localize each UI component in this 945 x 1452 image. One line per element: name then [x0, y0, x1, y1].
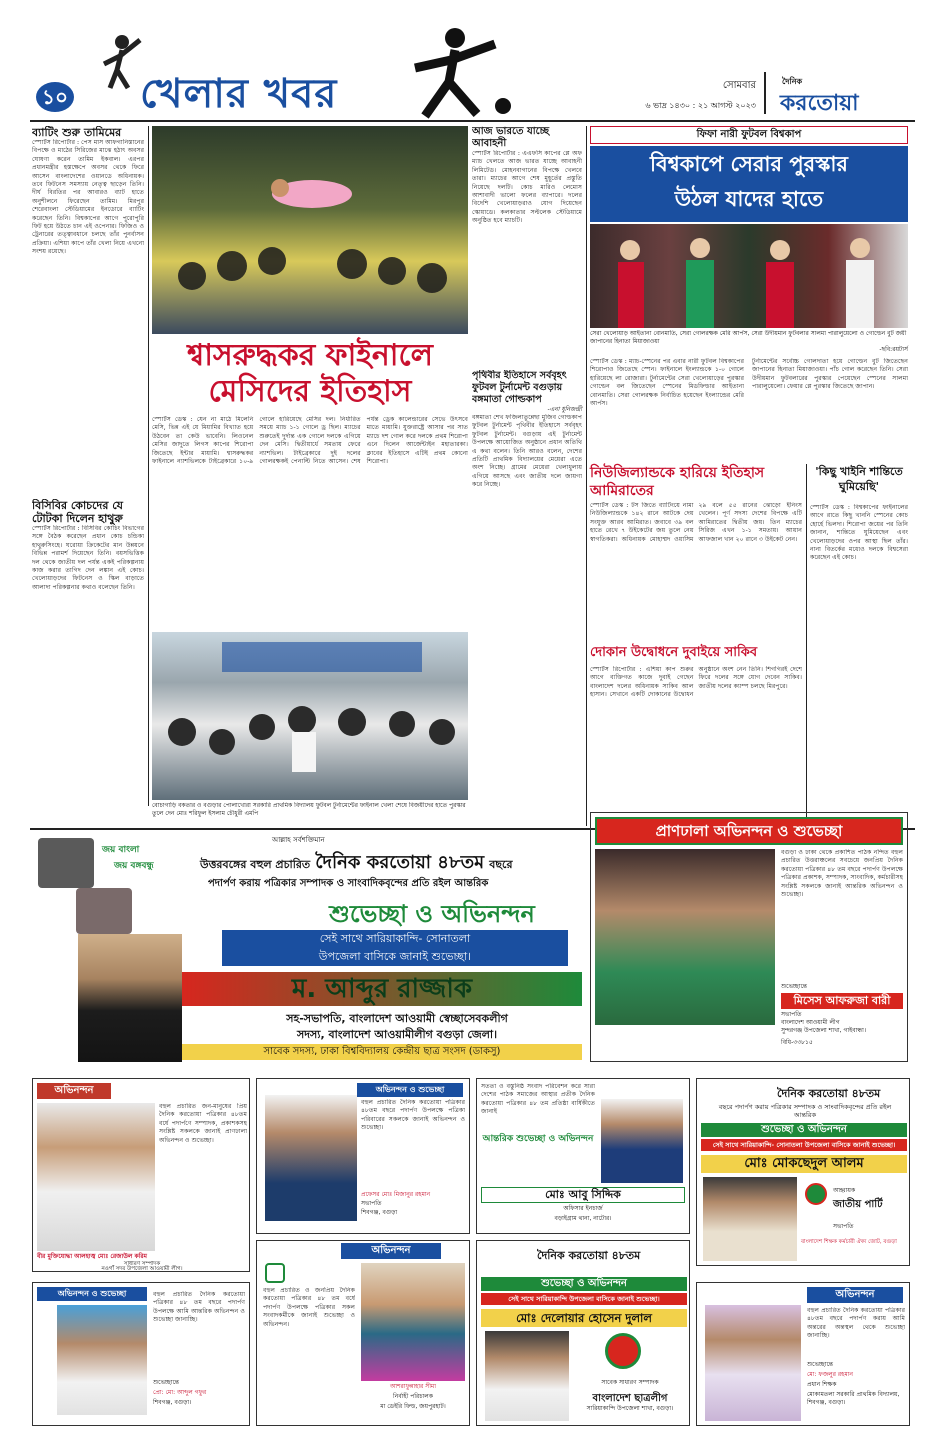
- hathuru-headline: বিসিবির কোচদের যে টোটকা দিলেন হাথুরু: [32, 499, 123, 525]
- masthead: [0, 0, 945, 120]
- ad-abu-siddik-org: বড়াইগ্রাম থানা, নাটোর।: [554, 1215, 612, 1222]
- ad-dulal-org2: সারিয়াকান্দি উপজেলা শাখা, বগুড়া।: [586, 1405, 674, 1412]
- tamim-body: স্পোর্টস রিপোর্টার : পেস মাস আফগানিস্তানের বিপক্ষে ও মাঠের সিরিজের মাঝে হঠাৎ অবসর ঘোষণা করেন তামিম ইকবাল। এরপর প্রধানমন্ত্রীর হস্তক্ষেপে অবসর থেকে ফিরে আসেন বাংলাদেশের ওয়ানডে অধিনায়ক। তবে ফিটনেস সমস্যায় নেতৃত্ব ছাড়েন তিনি। দীর্ঘ বিরতির পর আবারও ব্যাট হাতে অনুশীলনে ফিরেছেন তামিম। মিরপুর শেরেবাংলা স্টেডিয়ামের ইনডোরে ব্যাটিং করেছেন তিনি। বিশ্বকাপের আগে পুরোপুরি ফিট হয়ে উঠতে চান এই ওপেনার। ফিজিও ও ট্রেনারের তত্ত্বাবধানে চলছে তাঁর পুনর্বাসন প্রক্রিয়া। এশিয়া কাপে তাঁর খেলা নিয়ে এখনো সংশয় রয়েছে।: [32, 139, 144, 256]
- ad-abu-siddik-photo: [601, 1099, 683, 1183]
- ad-moksedul-party: জাতীয় পার্টি: [833, 1199, 883, 1210]
- plough-logo-icon: [805, 1183, 827, 1205]
- mid-column: [472, 126, 582, 826]
- ad-moksedul: [696, 1078, 910, 1266]
- nz-headline: নিউজিল্যান্ডকে হারিয়ে ইতিহাস আমিরাতের: [590, 465, 765, 499]
- afroza-header: প্রাণঢালা অভিনন্দন ও শুভেচ্ছা: [595, 817, 903, 845]
- photo-credit: -ছবি:রয়টার্স: [879, 346, 908, 353]
- mp-ad-paper: দৈনিক করতোয়া ৪৮তম: [315, 852, 485, 873]
- issue-day: সোমবার: [722, 80, 756, 91]
- ad-gafur-sign: শুভেচ্ছান্তে: [153, 1379, 180, 1386]
- messi-headline-line1: শ্বাসরুদ্ধকর ফাইনালে: [187, 338, 433, 373]
- mp-name-band: [182, 972, 582, 1006]
- goldcup-headline: পৃথিবীর ইতিহাসে সর্ববৃহৎ ফুটবল টুর্নামেন্ট বগুড়ায় বঙ্গমাতা গোল্ডকাপ: [472, 370, 567, 405]
- bangabandhu-portrait: [38, 838, 94, 888]
- ad-rezaul-photo: [37, 1103, 155, 1251]
- ad-mizanur-photo: [265, 1095, 357, 1221]
- afroza-sign: শুভেচ্ছান্তে: [781, 983, 808, 990]
- ad-rezaul-header: অভিনন্দন: [37, 1083, 111, 1099]
- abahani-headline: আজ ভারতে যাচ্ছে আবাহনী: [472, 126, 550, 149]
- ad-gafur-body: বহুল প্রচারিত দৈনিক করতোয়া পত্রিকার ৪৮ তম বছরে পদার্পণ উপলক্ষে আমি আন্তরিক অভিনন্দন ও শুভেচ্ছা জানাচ্ছি।: [153, 1291, 245, 1324]
- ad-dulal-org1: বাংলাদেশ ছাত্রলীগ: [592, 1393, 668, 1404]
- left-column: [32, 126, 144, 806]
- mp-title-2: সদস্য, বাংলাদেশ আওয়ামীলীগ বগুড়া জেলা।: [296, 1028, 498, 1041]
- ad-sima-name: আশরাফুন্নাহার সীমা: [390, 1383, 436, 1390]
- ad-rezaul-org: নওগাঁ সদর উপজেলা আওয়ামী লীগ।: [101, 1266, 183, 1272]
- award-winners-photo: [590, 224, 908, 328]
- mp-ad-text-post: বছরে: [489, 858, 513, 871]
- ad-sima-org: মা ডেইরি ফিল্ড, জয়পুরহাট।: [380, 1403, 446, 1410]
- afroza-body: বগুড়া ও ঢাকা থেকে প্রকাশিত পাঠক নন্দিত বহুল প্রচারিত উত্তরাঞ্চলের সবচেয়ে জনপ্রিয় দৈনিক করতোয়া পত্রিকার ৪৮ তম বছরে পদার্পণ উপলক্ষে পত্রিকার প্রকাশক, সম্পাদক, সাংবাদিক, কর্মচারীসহ সংশ্লিষ্ট সকলকে জানাই আন্তরিক অভিনন্দন ও শুভেচ্ছা।: [781, 849, 903, 899]
- ad-fazlur-org: মোকামতলা সরকারি প্রাথমিক বিদ্যালয়, শিবগঞ্জ, বগুড়া।: [807, 1391, 900, 1406]
- mp-greeting: শুভেচ্ছা ও অভিনন্দন: [329, 900, 535, 928]
- ad-abu-siddik-name: মোঃ আবু সিদ্দিক: [481, 1187, 685, 1203]
- mp-ad-line2: পদার্পণ করায় পত্রিকার সম্পাদক ও সাংবাদিকবৃন্দের প্রতি রইল আন্তরিক: [208, 878, 489, 889]
- afroza-org2: সুন্দরগঞ্জ উপজেলা শাখা, গাইবান্ধা।: [781, 1027, 866, 1034]
- ad-gafur-name: প্রো: মো: আব্দুল গফুর: [153, 1389, 207, 1396]
- footballer-silhouette-icon: [385, 20, 525, 120]
- ad-gafur-header: অভিনন্দন ও শুভেচ্ছা: [37, 1287, 147, 1301]
- sakib-body: স্পোর্টস রিপোর্টার : এশিয়া কাপ শুরুর আগে ব্যক্তিগত কাজে দুবাই গেছেন বাংলাদেশ দলের অধিনায়ক সাকিব আল হাসান। সেখানে একটি দোকানের উদ্বোধন অনুষ্ঠানে অংশ নেন তিনি। শিগগিরই দেশে ফিরে দলের সঙ্গে যোগ দেবেন সাকিব। জাতীয় দলের ক্যাম্প চলছে মিরপুরে।: [590, 666, 802, 699]
- pm-portrait: [76, 888, 132, 934]
- abahani-body: স্পোর্টস রিপোর্টার : এএফসি কাপের প্লে অফ ম্যাচ খেলতে আজ ভারত যাচ্ছে আবাহনী লিমিটেড। মোহনবাগানের বিপক্ষে খেলবে তারা। ম্যাচের আগে শেষ মুহূর্তের প্রস্তুতি নিয়েছে দলটি। কোচ মারিও লেমোস আশাবাদী ভালো ফলের ব্যাপারে। দলের বিদেশি খেলোয়াড়রাও যোগ দিয়েছেন স্কোয়াডে। কলকাতার সল্টলেক স্টেডিয়ামে অনুষ্ঠিত হবে ম্যাচটি।: [472, 150, 582, 225]
- ad-moksedul-top: দৈনিক করতোয়া ৪৮তম: [777, 1087, 881, 1100]
- ad-dulal-greeting: শুভেচ্ছা ও অভিনন্দন: [481, 1277, 687, 1291]
- ad-abu-siddik-greeting: আন্তরিক শুভেচ্ছা ও অভিনন্দন: [482, 1134, 594, 1144]
- ad-moksedul-name: মোঃ মোকছেদুল আলম: [701, 1155, 907, 1173]
- tournament-prize-photo: [152, 632, 468, 800]
- ad-sima-photo: [361, 1263, 465, 1381]
- masthead-rule: [30, 120, 915, 122]
- ad-moksedul-line: বছরে পদার্পণ করায় পত্রিকার সম্পাদক ও সাংবাদিকবৃন্দের প্রতি রইল আন্তরিক: [718, 1103, 892, 1119]
- ad-rezaul-body: বহুল প্রচারিত জন-মানুষের প্রিয় দৈনিক করতোয়া পত্রিকার ৪৮তম বর্ষে পদার্পণে সম্পাদক, প্রকাশকসহ সংশ্লিষ্ট সকলকে জানাই প্রাণঢালা অভিনন্দন ও শুভেচ্ছা।: [159, 1103, 247, 1144]
- mp-title-3: সাবেক সদস্য, ঢাকা বিশ্ববিদ্যালয় কেন্দ্রীয় ছাত্র সংসদ (ডাকসু): [182, 1044, 582, 1060]
- column-rule-mid: [586, 126, 587, 826]
- mp-title-1: সহ-সভাপতি, বাংলাদেশ আওয়ামী স্বেচ্ছাসেবকলীগ: [286, 1012, 508, 1025]
- ad-abu-siddik: [476, 1078, 690, 1234]
- afroza-name: মিসেস আফরুজা বারী: [781, 993, 903, 1009]
- ad-dulal-name: মোঃ দেলোয়ার হোসেন দুলাল: [481, 1309, 687, 1327]
- afroza-photo: [595, 849, 775, 1025]
- ad-sima-header: অভিনন্দন: [341, 1243, 441, 1259]
- ad-fazlur-name: মো: ফজলুর রহমান: [807, 1371, 853, 1378]
- kichu-body: স্পোর্টস ডেস্ক : বিশ্বকাপের ফাইনালের আগে রাতে কিছু খাননি স্পেনের কোচ হোর্হে ভিলদা। শিরোপা জয়ের পর তিনি জানান, শান্তিতে ঘুমিয়েছেন এবং খেলোয়াড়দের ওপর আস্থা ছিল তাঁর। নানা বিতর্কের মধ্যেও দলকে বিশ্বসেরা করেছেন এই কোচ।: [810, 504, 908, 562]
- masthead-divider: [764, 72, 766, 114]
- chhatraleague-logo-icon: [605, 1333, 641, 1369]
- messi-headline-line2: মেসিদের ইতিহাস: [208, 374, 412, 409]
- ad-fazlur-role: প্রধান শিক্ষক: [807, 1381, 837, 1388]
- award-winners-caption: সেরা খেলোয়াড় আইতানা বোনমাতি, সেরা গোলরক্ষক মেরি আর্পস, সেরা উদীয়মান ফুটবলার সালমা পারালুয়েলো ও গোল্ডেন বুট জয়ী জাপানের হিনাতা মিয়াজাওয়া: [590, 330, 907, 345]
- ad-abu-siddik-role: অফিসার ইনচার্জ: [563, 1205, 603, 1212]
- ad-mizanur-body: বহুল প্রচারিত দৈনিক করতোয়া পত্রিকার ৪৮তম বছরে পদার্পণ উপলক্ষে পত্রিকা পরিবারের সকলকে জানাই অভিনন্দন ও শুভেচ্ছা।: [361, 1099, 465, 1132]
- worldcup-body-left: স্পোর্টস ডেস্ক : ম্যাচ-স্পেনের পর এবার নারী ফুটবল বিশ্বকাপের শিরোপাও জিতেছে স্পেন। ফাইনালে ইংল্যান্ডকে ১-০ গোলে হারিয়েছে লা রোজারা। টুর্নামেন্টের সেরা খেলোয়াড়ের পুরস্কার গোল্ডেন বল জিতেছেন স্পেনের মিডফিল্ডার আইতানা বোনমাতি। সেরা গোলরক্ষক নির্বাচিত হয়েছেন ইংল্যান্ডের মেরি আর্পস।: [590, 358, 744, 408]
- paper-name: করতোয়া: [780, 91, 859, 116]
- ad-sima-logo-icon: [265, 1263, 285, 1283]
- worldcup-body-right: টুর্নামেন্টের সর্বোচ্চ গোলদাতা হয়ে গোল্ডেন বুট জিতেছেন জাপানের হিনাতা মিয়াজাওয়া। পাঁচ গোল করেছেন তিনি। সেরা উদীয়মান ফুটবলারের পুরস্কার পেয়েছেন স্পেনের সালমা পারালুয়েলো। ফেয়ার প্লে পুরস্কার জিতেছে জাপান।: [752, 358, 908, 391]
- messi-story-body: স্পোর্টস ডেস্ক : যেন না মাঠে মিলেনি মেসি, ভিন্ন এই যে মিয়ামির বিখ্যাত হয়ে উঠবেন তা কেউ ভাবেনি। লিওনেল মেসির জাদুতে লিগস কাপের শিরোপা জিতেছে ইন্টার মায়ামি। শ্বাসরুদ্ধকর ফাইনালে ন্যাশভিলকে টাইব্রেকারে ১০-৯ গোলে হারিয়েছে মেসির দল। নির্ধারিত সময়ে ম্যাচ ১-১ গোলে ড্র ছিল। ম্যাচের শুরুতেই দুর্দান্ত এক গোলে দলকে এগিয়ে দেন মেসি। দ্বিতীয়ার্ধে সমতায় ফেরে ন্যাশভিল। টাইব্রেকারে দুই দলের গোলরক্ষকই পেনাল্টি নিতে আসেন। শেষ পর্যন্ত ড্রেক কালেন্ডারের সেভে উৎসবে মাতে মায়ামি। যুক্তরাষ্ট্রে আসার পর সাত ম্যাচে দশ গোল করে দলকে প্রথম শিরোপা এনে দিলেন আর্জেন্টাইন মহাতারকা। ক্লাবের ইতিহাসে এটিই প্রথম কোনো শিরোপা।: [152, 416, 468, 466]
- messi-celebration-photo: [152, 126, 468, 334]
- mp-ad: [32, 834, 584, 1062]
- ad-mizanur-name: প্রফেসর মোঃ মিজানুর রহমান: [361, 1191, 431, 1198]
- issue-date: ৬ ভাদ্র ১৪৩০ : ২১ আগস্ট ২০২৩: [645, 101, 756, 110]
- ad-moksedul-photo: [703, 1177, 797, 1261]
- kichu-headline: 'কিছু খাইনি শান্তিতে ঘুমিয়েছি': [815, 465, 903, 493]
- ad-rezaul-role: সাধারণ সম্পাদক: [123, 1261, 161, 1267]
- ad-mizanur-role: সভাপতি: [361, 1200, 382, 1207]
- ad-mizanur-header: অভিনন্দন ও শুভেচ্ছা: [357, 1083, 463, 1097]
- goldcup-byline: -এনা ধুনিজন্দ্রী: [547, 406, 582, 413]
- ad-fazlur-photo: [705, 1305, 801, 1421]
- ad-moksedul-org: বাংলাদেশ শিক্ষক কর্মচারী ঐক্য জোট, বগুড়া: [801, 1239, 897, 1245]
- ad-moksedul-greeting: শুভেচ্ছা ও অভিনন্দন: [701, 1123, 907, 1137]
- tamim-headline: ব্যাটিং শুরু তামিমের: [32, 126, 122, 139]
- mp-name: ম. আব্দুর রাজ্জাক: [291, 974, 473, 1004]
- ad-sima-role: নির্বাহী পরিচালক: [393, 1393, 433, 1400]
- ad-fazlur-header: অভিনন্দন: [807, 1287, 903, 1303]
- mp-slogan-2: জয় বঙ্গবন্ধু: [114, 861, 154, 871]
- mp-ad-line1: [200, 848, 580, 879]
- ad-rezaul-name: বীর মুক্তিযোদ্ধা আলহাজ্ব মোঃ রেজাউল করিম: [37, 1253, 148, 1260]
- afroza-role: সভাপতি: [781, 1011, 802, 1018]
- sakib-headline: দোকান উদ্বোধনে দুবাইয়ে সাকিব: [590, 645, 758, 660]
- ad-fazlur-body: বহুল প্রচারিত দৈনিক করতোয়া পত্রিকার ৪৮তম বছরে পদার্পণ করায় আমি অন্তরের অন্তস্থল থেকে শুভেচ্ছা জানাচ্ছি।: [807, 1307, 905, 1340]
- ad-sima-body: বহুল প্রচারিত ও জনপ্রিয় দৈনিক করতোয়া পত্রিকার ৪৮ তম বর্ষে পদার্পণ উপলক্ষে পত্রিকার সকল সংবাদকর্মীকে জানাই শুভেচ্ছা ও অভিনন্দন।: [263, 1287, 355, 1328]
- page-number-badge: ১০: [36, 82, 74, 112]
- worldcup-kicker: ফিফা নারী ফুটবল বিশ্বকাপ: [590, 126, 908, 144]
- ad-fazlur-sign: শুভেচ্ছান্তে: [807, 1361, 834, 1368]
- ad-dulal: [476, 1240, 690, 1426]
- afroza-code: বিধি-৩৩৮১৫: [781, 1039, 813, 1046]
- ad-dulal-photo: [485, 1331, 569, 1421]
- section-title: খেলার খবর: [140, 71, 338, 117]
- ad-moksedul-role2: সভাপতি: [833, 1223, 854, 1230]
- ad-fazlur: [696, 1282, 910, 1426]
- ad-rezaul: [32, 1078, 250, 1272]
- ad-dulal-sub: সেই সাথে সারিয়াকান্দি উপজেলা বাসিকে জানাই শুভেচ্ছা।: [481, 1293, 687, 1305]
- ad-gafur-org: শিবগঞ্জ, বগুড়া।: [153, 1399, 192, 1406]
- column-rule-left: [148, 126, 149, 806]
- mp-photo: [78, 934, 182, 1062]
- column-rule-right: [806, 464, 807, 824]
- mp-ad-line4: উপজেলা বাসিকে জানাই শুভেচ্ছা।: [222, 948, 568, 966]
- afroza-ad: [590, 812, 908, 1062]
- ad-mizanur-org: শিবগঞ্জ, বগুড়া: [361, 1209, 398, 1216]
- ad-abu-siddik-header: সততা ও বস্তুনিষ্ঠ সংবাদ পরিবেশন করে সারা দেশের পাঠক সমাজের আস্থার প্রতীক দৈনিক করতোয়া পত্রিকার ৪৮ তম প্রতিষ্ঠা বার্ষিকীতে জানাই: [481, 1083, 595, 1116]
- messi-headline: [152, 338, 468, 412]
- ad-moksedul-role1: আহ্বায়ক: [833, 1187, 856, 1194]
- ad-dulal-role: সাবেক সাধারণ সম্পাদক: [601, 1379, 659, 1386]
- nz-body: স্পোর্টস ডেস্ক : টস জিতে ব্যাটিংয়ে নামা নিউজিল্যান্ডকে ১৪২ রানে আটকে দেয় সংযুক্ত আরব আমিরাত। জবাবে ৩৯ বল হাতে রেখে ৭ উইকেটের জয় তুলে নেয় স্বাগতিকরা। অধিনায়ক মোহাম্মদ ওয়াসিম ২৯ বলে ৫৫ রানের ঝোড়ো ইনিংস খেলেন। পূর্ণ সদস্য দেশের বিপক্ষে এটি আমিরাতের দ্বিতীয় জয়। তিন ম্যাচের সিরিজ এখন ১-১ সমতায়। আয়ান আফজাল খান ২০ রানে ৩ উইকেট নেন।: [590, 502, 802, 543]
- tournament-photo-caption: বোচাগাড়ি বকতার ও বগুড়ার পোলাখোরা সরকারি প্রাথমিক বিদ্যালয় ফুটবল টুর্নামেন্টের ফাইনাল খেলা শেষে বিজয়ীদের হাতে পুরস্কার তুলে দেন মোঃ শরিফুল ইসলাম চৌধুরী এমপি: [152, 802, 466, 817]
- mp-ad-top-small: আল্লাহ সর্বশক্তিমান: [272, 836, 325, 844]
- ad-gafur: [32, 1282, 250, 1426]
- ad-sima: [256, 1240, 470, 1426]
- paper-small: দৈনিক: [782, 77, 803, 86]
- worldcup-headline-line1: বিশ্বকাপে সেরার পুরস্কার: [650, 152, 848, 176]
- ad-mizanur: [256, 1078, 470, 1234]
- mp-ad-line3: সেই সাথে সারিয়াকান্দি- সোনাতলা: [222, 930, 568, 948]
- worldcup-headline-line2: উঠল যাদের হাতে: [674, 187, 824, 211]
- hathuru-body: স্পোর্টস রিপোর্টার : বিসিবির কোচিং বিভাগের সঙ্গে বৈঠক করেছেন প্রধান কোচ চন্ডিকা হাথুরুসিংহে। ঘরোয়া ক্রিকেটের মান উন্নয়নে বিভিন্ন পরামর্শ দিয়েছেন তিনি। বয়সভিত্তিক দল থেকে জাতীয় দল পর্যন্ত একই পরিকল্পনায় কাজ করার তাগিদ দেন লঙ্কান এই কোচ। খেলোয়াড়দের ফিটনেস ও স্কিল বাড়াতে আলাদা পরিকল্পনার কথাও বলেছেন তিনি।: [32, 525, 144, 591]
- goldcup-body: বঙ্গমাতা শেখ ফজিলাতুন্নেছা মুজিব গোল্ডকাপ ফুটবল টুর্নামেন্ট পৃথিবীর ইতিহাসে সর্ববৃহৎ ফুটবল টুর্নামেন্ট। বগুড়ায় এই টুর্নামেন্ট উপলক্ষে আয়োজিত অনুষ্ঠানে প্রধান অতিথি এ কথা বলেন। তিনি আরও বলেন, দেশের প্রতিটি প্রাথমিক বিদ্যালয়ের মেয়েরা এতে অংশ নিচ্ছে। গ্রামের মেয়েরা খেলাধুলায় এগিয়ে আসছে এবং জাতীয় দলে জায়গা করে নিচ্ছে।: [472, 414, 582, 489]
- worldcup-headline: [590, 146, 908, 222]
- ad-gafur-photo: [57, 1305, 147, 1415]
- mp-slogan-1: জয় বাংলা: [102, 845, 140, 855]
- mp-ad-text-pre: উত্তরবঙ্গের বহুল প্রচারিত: [200, 858, 311, 871]
- afroza-org1: বাংলাদেশ আওয়ামী লীগ: [781, 1019, 840, 1026]
- ad-dulal-top: দৈনিক করতোয়া ৪৮তম: [537, 1249, 641, 1262]
- ad-moksedul-sub: সেই সাথে সারিয়াকান্দি- সোনাতলা উপজেলা বাসিকে জানাই শুভেচ্ছা।: [701, 1139, 907, 1151]
